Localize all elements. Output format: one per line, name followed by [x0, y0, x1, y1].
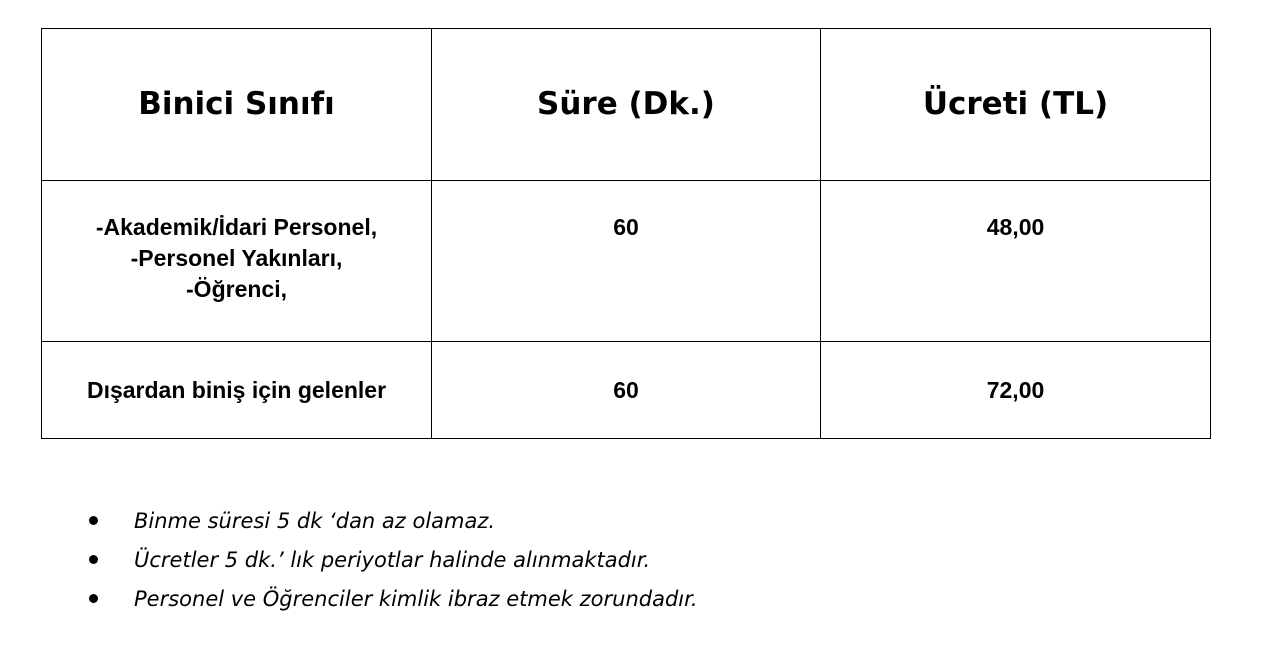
note-text: Binme süresi 5 dk ‘dan az olamaz. — [134, 509, 496, 533]
table-row — [42, 181, 1211, 342]
fee-cell: 72,00 — [821, 342, 1211, 439]
rider-class-cell — [42, 342, 432, 439]
note-item — [84, 502, 698, 541]
rider-class-cell — [42, 181, 432, 342]
note-text: Ücretler 5 dk.’ lık periyotlar halinde alınmaktadır. — [134, 548, 651, 572]
bullet-icon — [89, 555, 98, 564]
note-item — [84, 541, 698, 580]
rider-class-line: -Akademik/İdari Personel, — [95, 214, 378, 240]
table-row — [42, 342, 1211, 439]
header-rider-class: Binici Sınıfı — [42, 29, 432, 181]
duration-cell: 60 — [432, 342, 821, 439]
table-header-row — [42, 29, 1211, 181]
header-duration: Süre (Dk.) — [432, 29, 821, 181]
rider-class-line: -Personel Yakınları, — [130, 245, 343, 271]
notes-list — [84, 502, 698, 619]
rider-class-line: -Öğrenci, — [186, 276, 287, 302]
price-table — [41, 28, 1211, 439]
duration-cell: 60 — [432, 181, 821, 342]
header-fee: Ücreti (TL) — [821, 29, 1211, 181]
bullet-icon — [89, 594, 98, 603]
bullet-icon — [89, 516, 98, 525]
rider-class-line: Dışardan biniş için gelenler — [86, 377, 387, 403]
note-item — [84, 580, 698, 619]
note-text: Personel ve Öğrenciler kimlik ibraz etmek zorundadır. — [134, 587, 698, 611]
fee-cell: 48,00 — [821, 181, 1211, 342]
